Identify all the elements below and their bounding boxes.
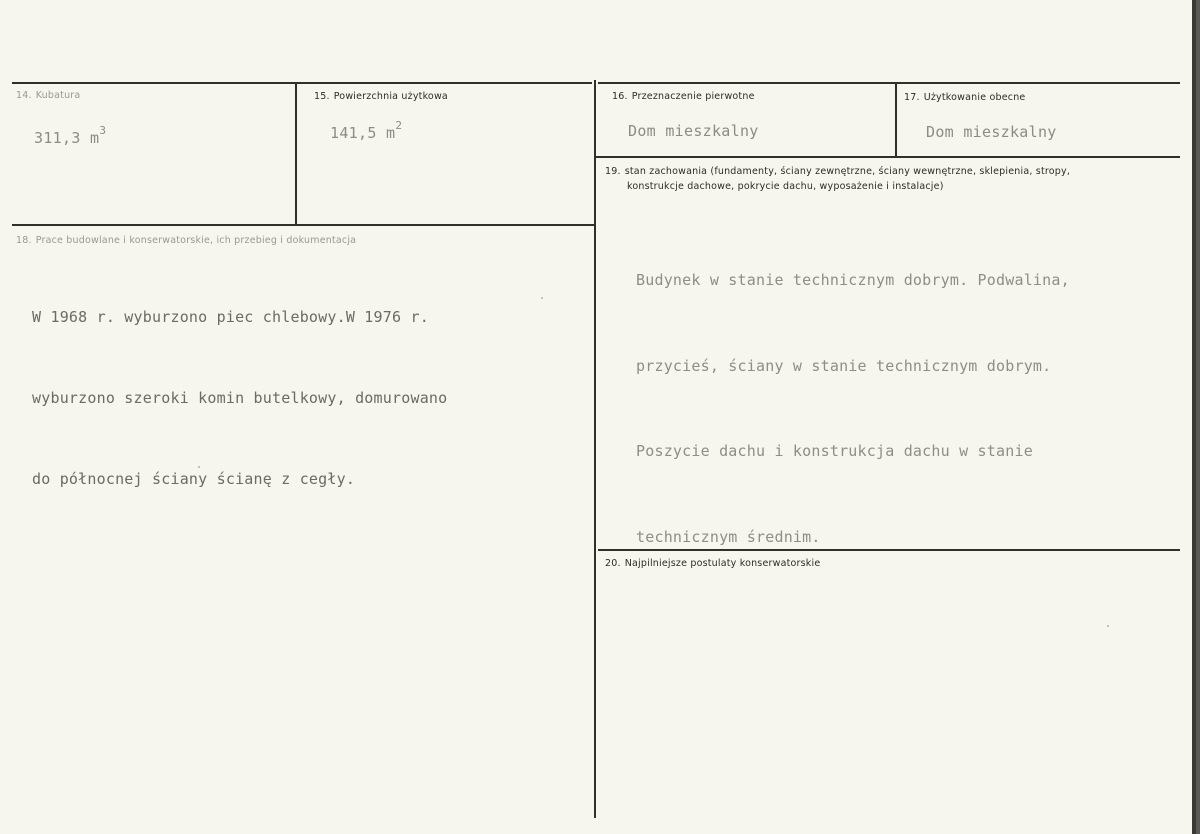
field-17-number: 17.	[904, 92, 920, 103]
field-18-title: Prace budowlane i konserwatorskie, ich przebieg i dokumentacja	[35, 235, 357, 246]
rule-divider-16-17	[895, 84, 897, 156]
field-19-number: 19.	[605, 166, 621, 177]
condition-line: Poszycie dachu i konstrukcja dachu w stanie	[636, 442, 1033, 460]
rule-below-16-17	[596, 156, 1180, 158]
condition-line: przycieś, ściany w stanie technicznym dobrym.	[636, 356, 1052, 375]
field-19-title-line-2: konstrukcje dachowe, pokrycie dachu, wyposażenie i instalacje)	[627, 181, 944, 192]
usable-area-exponent: 2	[395, 119, 403, 132]
field-16-label	[612, 91, 755, 102]
paper-speck	[1107, 625, 1109, 627]
rule-top-right	[598, 82, 1180, 84]
field-18-label	[16, 235, 356, 246]
cubature-exponent: 3	[99, 124, 107, 137]
cubature-value: 311,3 m	[34, 129, 100, 147]
usable-area-value: 141,5 m	[330, 124, 396, 142]
field-14-label	[16, 90, 80, 101]
rule-center-divider	[594, 80, 596, 818]
original-purpose-value: Dom mieszkalny	[628, 122, 759, 140]
construction-works-text	[32, 250, 447, 547]
current-use-value: Dom mieszkalny	[926, 123, 1057, 141]
rule-below-14-15	[12, 224, 594, 226]
field-16-number: 16.	[612, 91, 628, 102]
field-17-title: Użytkowanie obecne	[923, 92, 1026, 103]
field-14-number: 14.	[16, 90, 32, 101]
field-14-title: Kubatura	[35, 90, 81, 101]
construction-works-line: wyburzono szeroki komin butelkowy, domurowano	[32, 389, 448, 407]
field-16-title: Przeznaczenie pierwotne	[631, 91, 755, 102]
construction-works-line: do północnej ściany ścianę z cegły.	[32, 470, 356, 488]
field-20-number: 20.	[605, 558, 621, 569]
field-14-value	[34, 124, 107, 147]
condition-line: technicznym średnim.	[636, 527, 821, 546]
paper-speck	[541, 297, 543, 299]
field-15-value	[330, 119, 403, 142]
rule-top-left	[12, 82, 592, 84]
condition-line: Budynek w stanie technicznym dobrym. Podwalina,	[636, 271, 1070, 289]
field-18-number: 18.	[16, 235, 32, 246]
field-20-title: Najpilniejsze postulaty konserwatorskie	[624, 558, 821, 569]
paper-speck	[198, 466, 200, 468]
field-19-title-line-1: stan zachowania (fundamenty, ściany zewnętrzne, ściany wewnętrzne, sklepienia, stropy,	[624, 166, 1071, 177]
construction-works-line: W 1968 r. wyburzono piec chlebowy.W 1976 r.	[32, 308, 429, 326]
rule-left-divider-14-15	[295, 84, 297, 226]
condition-text	[636, 209, 1070, 608]
field-17-label	[904, 92, 1025, 103]
field-15-title: Powierzchnia użytkowa	[333, 91, 448, 102]
field-15-number: 15.	[314, 91, 330, 102]
field-15-label	[314, 91, 448, 102]
field-19-label	[605, 164, 1175, 194]
field-20-label	[605, 558, 820, 569]
